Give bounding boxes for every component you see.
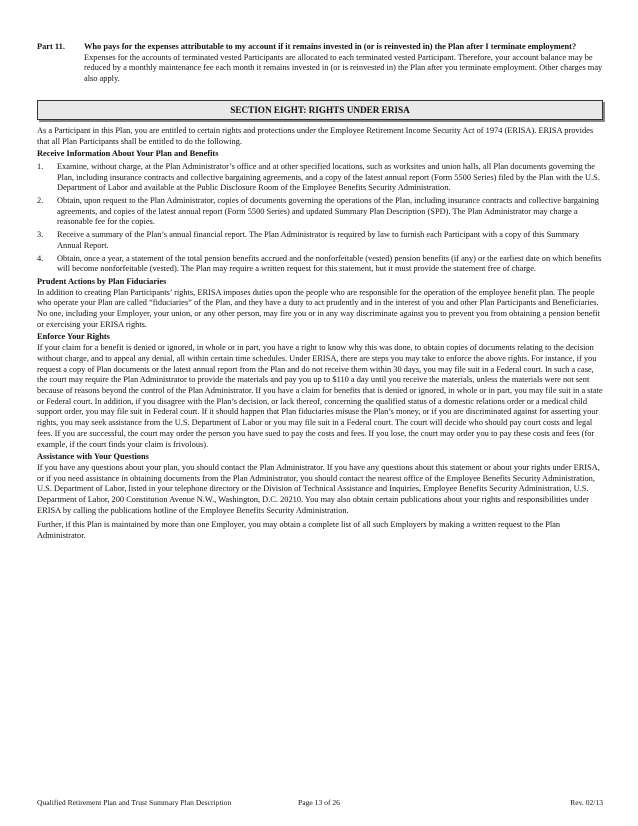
enforce-paragraph: If your claim for a benefit is denied or ignored, in whole or in part, you have a right to know why this was done, to obtain copies of documents relating to the decision without charge, and to appeal any denial, all within certain time schedules. Under ERISA, there are steps you may take to enforce the above rights. For instance, if you request a copy of Plan documents or the latest annual report from the Plan and do not receive them within 30 days, you may file suit in a Federal court. In such a case, the court may require the Plan Administrator to provide the materials and pay you up to $110 a day until you receive the materials, unless the materials were not sent because of reasons beyond the control of the Plan Administrator. If you have a claim for benefits that is denied or ignored, in whole or in part, you may file suit in a state or Federal court. In addition, if you disagree with the Plan’s decision, or lack thereof, concerning the qualified status of a domestic relations order or a medical child support order, you may file suit in Federal court. If it should happen that Plan fiduciaries misuse the Plan’s money, or if you are discriminated against for asserting your rights, you may seek assistance from the U.S. Department of Labor or you may file suit in a Federal court. The court will decide who should pay court costs and legal fees. If you are successful, the court may order the person you have sued to pay the costs and fees. If you lose, the court may order you to pay these costs and fees (for example, if the court finds your claim is frivolous).	[37, 343, 603, 449]
list-item	[37, 162, 603, 194]
list-number: 4.	[37, 253, 44, 263]
further-paragraph: Further, if this Plan is maintained by more than one Employer, you may obtain a complete list of all such Employers by making a written request to the Plan Administrator.	[37, 520, 561, 541]
part-label: Part 11.	[37, 42, 65, 51]
list-number: 1.	[37, 161, 44, 171]
part-question: Who pays for the expenses attributable to my account if it remains invested in (or is reinvested in) the Plan after I terminate employment?	[84, 42, 577, 51]
list-item	[37, 230, 603, 251]
list-text: Receive a summary of the Plan’s annual financial report. The Plan Administrator is required by law to furnish each Participant with a copy of this Summary Annual Report.	[57, 230, 580, 250]
section-heading: SECTION EIGHT: RIGHTS UNDER ERISA	[37, 100, 603, 120]
list-item	[37, 196, 603, 228]
prudent-heading: Prudent Actions by Plan Fiduciaries	[37, 276, 167, 286]
list-text: Obtain, upon request to the Plan Administrator, copies of documents governing the operations of the Plan, including insurance contracts and collective bargaining agreements, and copies of the latest annual report (Form 5500 Series) and updated Summary Plan Description (SPD). The Plan Administrator may charge a reasonable fee for the copies.	[57, 196, 599, 227]
list-text: Examine, without charge, at the Plan Administrator’s office and at other specified locations, such as worksites and union halls, all Plan documents governing the Plan, including insurance contracts and collective bargaining agreements, and a copy of the latest annual report (Form 5500 Series) filed by the Plan with the U.S. Department of Labor and available at the Public Disclosure Room of the Employee Benefits Security Administration.	[57, 161, 600, 193]
part-11-block	[37, 42, 603, 85]
assistance-paragraph: If you have any questions about your plan, you should contact the Plan Administrator. If you have any questions about this statement or about your rights under ERISA, or if you need assistance in obtaining documents from the Plan Administrator, you should contact the nearest office of the Employee Benefits Security Administration, U.S. Department of Labor, listed in your telephone directory or the Division of Technical Assistance and Inquiries, Employee Benefits Security Administration, U.S. Department of Labor, 200 Constitution Avenue N.W., Washington, D.C. 20210. You may also obtain certain publications about your rights and responsibilities under ERISA by calling the publications hotline of the Employee Benefits Security Administration.	[37, 462, 600, 515]
footer-document-title: Qualified Retirement Plan and Trust Summary Plan Description	[37, 798, 232, 807]
prudent-paragraph: In addition to creating Plan Participants’ rights, ERISA imposes duties upon the people who are responsible for the operation of the employee benefit plan. The people who operate your Plan are called “fiduciaries” of the Plan, and they have a duty to act prudently and in the interest of you and other Plan Participants and Beneficiaries. No one, including your Employer, your union, or any other person, may fire you or in any way discriminate against you to prevent you from obtaining a pension benefit or exercising your ERISA rights.	[37, 287, 600, 329]
list-number: 2.	[37, 196, 44, 206]
intro-paragraph: As a Participant in this Plan, you are entitled to certain rights and protections under the Employee Retirement Income Security Act of 1974 (ERISA). ERISA provides that all Plan Participants shall be entitled to do the following.	[37, 125, 594, 146]
page-footer	[37, 798, 603, 807]
list-text: Obtain, once a year, a statement of the total pension benefits accrued and the nonforfeitable (vested) pension benefits (if any) or the earliest date on which benefits will become nonforfeitable (vested). The Plan may require a written request for this statement, but it must provide the statement free of charge.	[57, 253, 602, 274]
document-page	[37, 42, 603, 542]
receive-heading: Receive Information About Your Plan and Benefits	[37, 149, 219, 159]
enforce-heading: Enforce Your Rights	[37, 332, 110, 342]
footer-page-number: Page 13 of 26	[298, 798, 340, 807]
part-body	[84, 42, 603, 85]
receive-list	[37, 162, 603, 275]
footer-revision: Rev. 02/13	[570, 798, 603, 807]
list-item	[37, 254, 603, 275]
list-number: 3.	[37, 230, 44, 240]
part-answer: Expenses for the accounts of terminated vested Participants are allocated to each terminated vested Participant. Therefore, your account balance may be reduced by a monthly maintenance fee each month it remains invested in (or is reinvested in) the Plan after you terminate employment. Other charges may also apply.	[84, 52, 603, 84]
assistance-heading: Assistance with Your Questions	[37, 452, 149, 462]
